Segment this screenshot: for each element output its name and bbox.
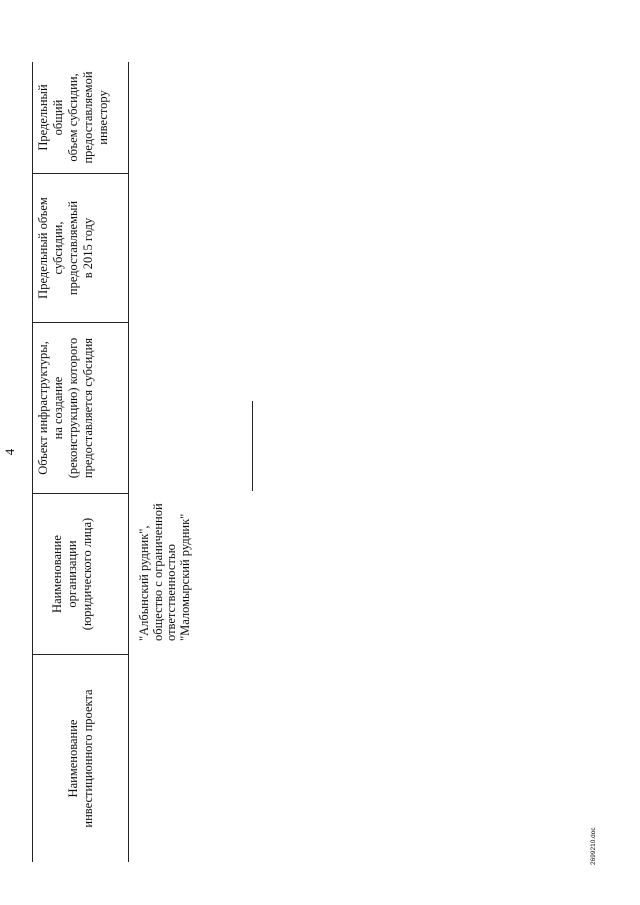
- header-infrastructure-object: Объект инфраструктуры, на создание (реконструкцию) которого предоставляется субсидия: [36, 337, 95, 479]
- header-organization: Наименование организации (юридического лица): [50, 517, 94, 631]
- header-total-subsidy: Предельный общий объем субсидии, предоставляемой инвестору: [36, 71, 110, 164]
- table-row-organization: "Албынский рудник", общество с ограниченной ответственностью "Маломырский рудник": [137, 503, 192, 641]
- header-subsidy-2015: Предельный объем субсидии, предоставляемый в 2015 году: [36, 197, 95, 299]
- page-number: 4: [2, 448, 17, 456]
- table-header-bottom-border: [128, 62, 129, 862]
- header-investment-project: Наименование инвестиционного проекта: [66, 689, 95, 828]
- footer-filename: 2699210.doc: [590, 827, 597, 865]
- separator-line: [252, 401, 253, 491]
